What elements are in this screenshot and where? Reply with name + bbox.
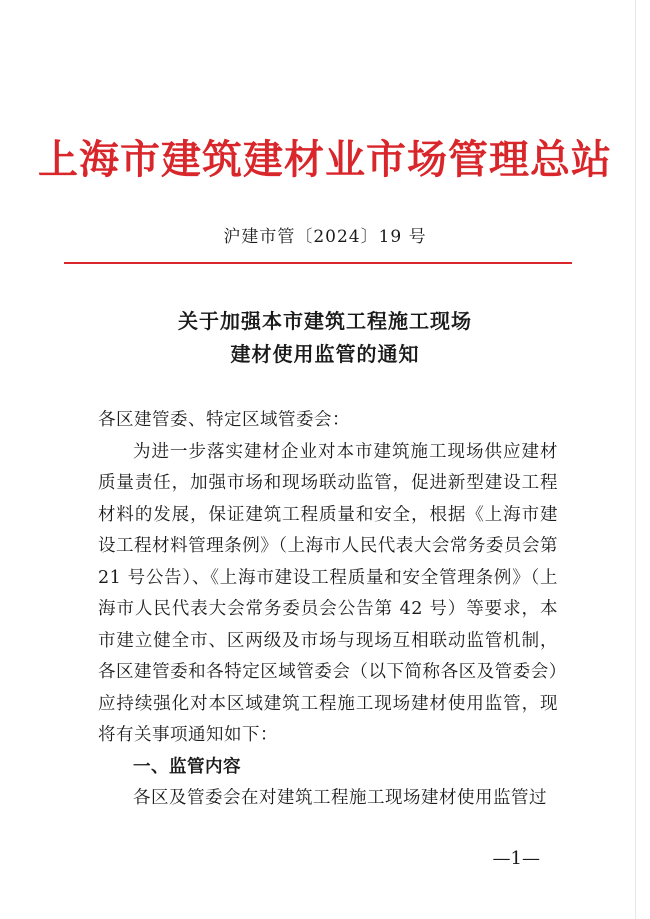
intro-paragraph: 为进一步落实建材企业对本市建筑施工现场供应建材质量责任，加强市场和现场联动监管，促进新型建设工程材料的发展，保证建筑工程质量和安全，根据《上海市建设工程材料管理条例》（上海市人民代表大会常务委员会第 21 号公告）、《上海市建设工程质量和安全管理条例》（上海市人民代表大会常务委员会公告第 42 号）等要求，本市建立健全市、区两级及市场与现场互相联动监管机制，各区建管委和各特定区域管委会（以下简称各区及管委会）应持续强化对本区域建筑工程施工现场建材使用监管，现将有关事项通知如下：	[98, 441, 558, 745]
document-number: 沪建市管〔2024〕19 号	[223, 227, 427, 247]
page-number: —1—	[492, 848, 540, 869]
notice-body	[98, 405, 558, 815]
issuer-masthead: 上海市建筑建材业市场管理总站	[38, 137, 612, 183]
section-heading: 一、监管内容	[133, 756, 241, 777]
addressee: 各区建管委、特定区域管委会：	[98, 410, 350, 430]
section-paragraph: 各区及管委会在对建筑工程施工现场建材使用监管过	[133, 788, 547, 808]
title-line-2: 建材使用监管的通知	[230, 342, 420, 366]
notice-title	[0, 305, 650, 371]
scan-edge	[635, 0, 636, 919]
title-line-1: 关于加强本市建筑工程施工现场	[178, 309, 472, 333]
red-divider	[64, 262, 572, 264]
